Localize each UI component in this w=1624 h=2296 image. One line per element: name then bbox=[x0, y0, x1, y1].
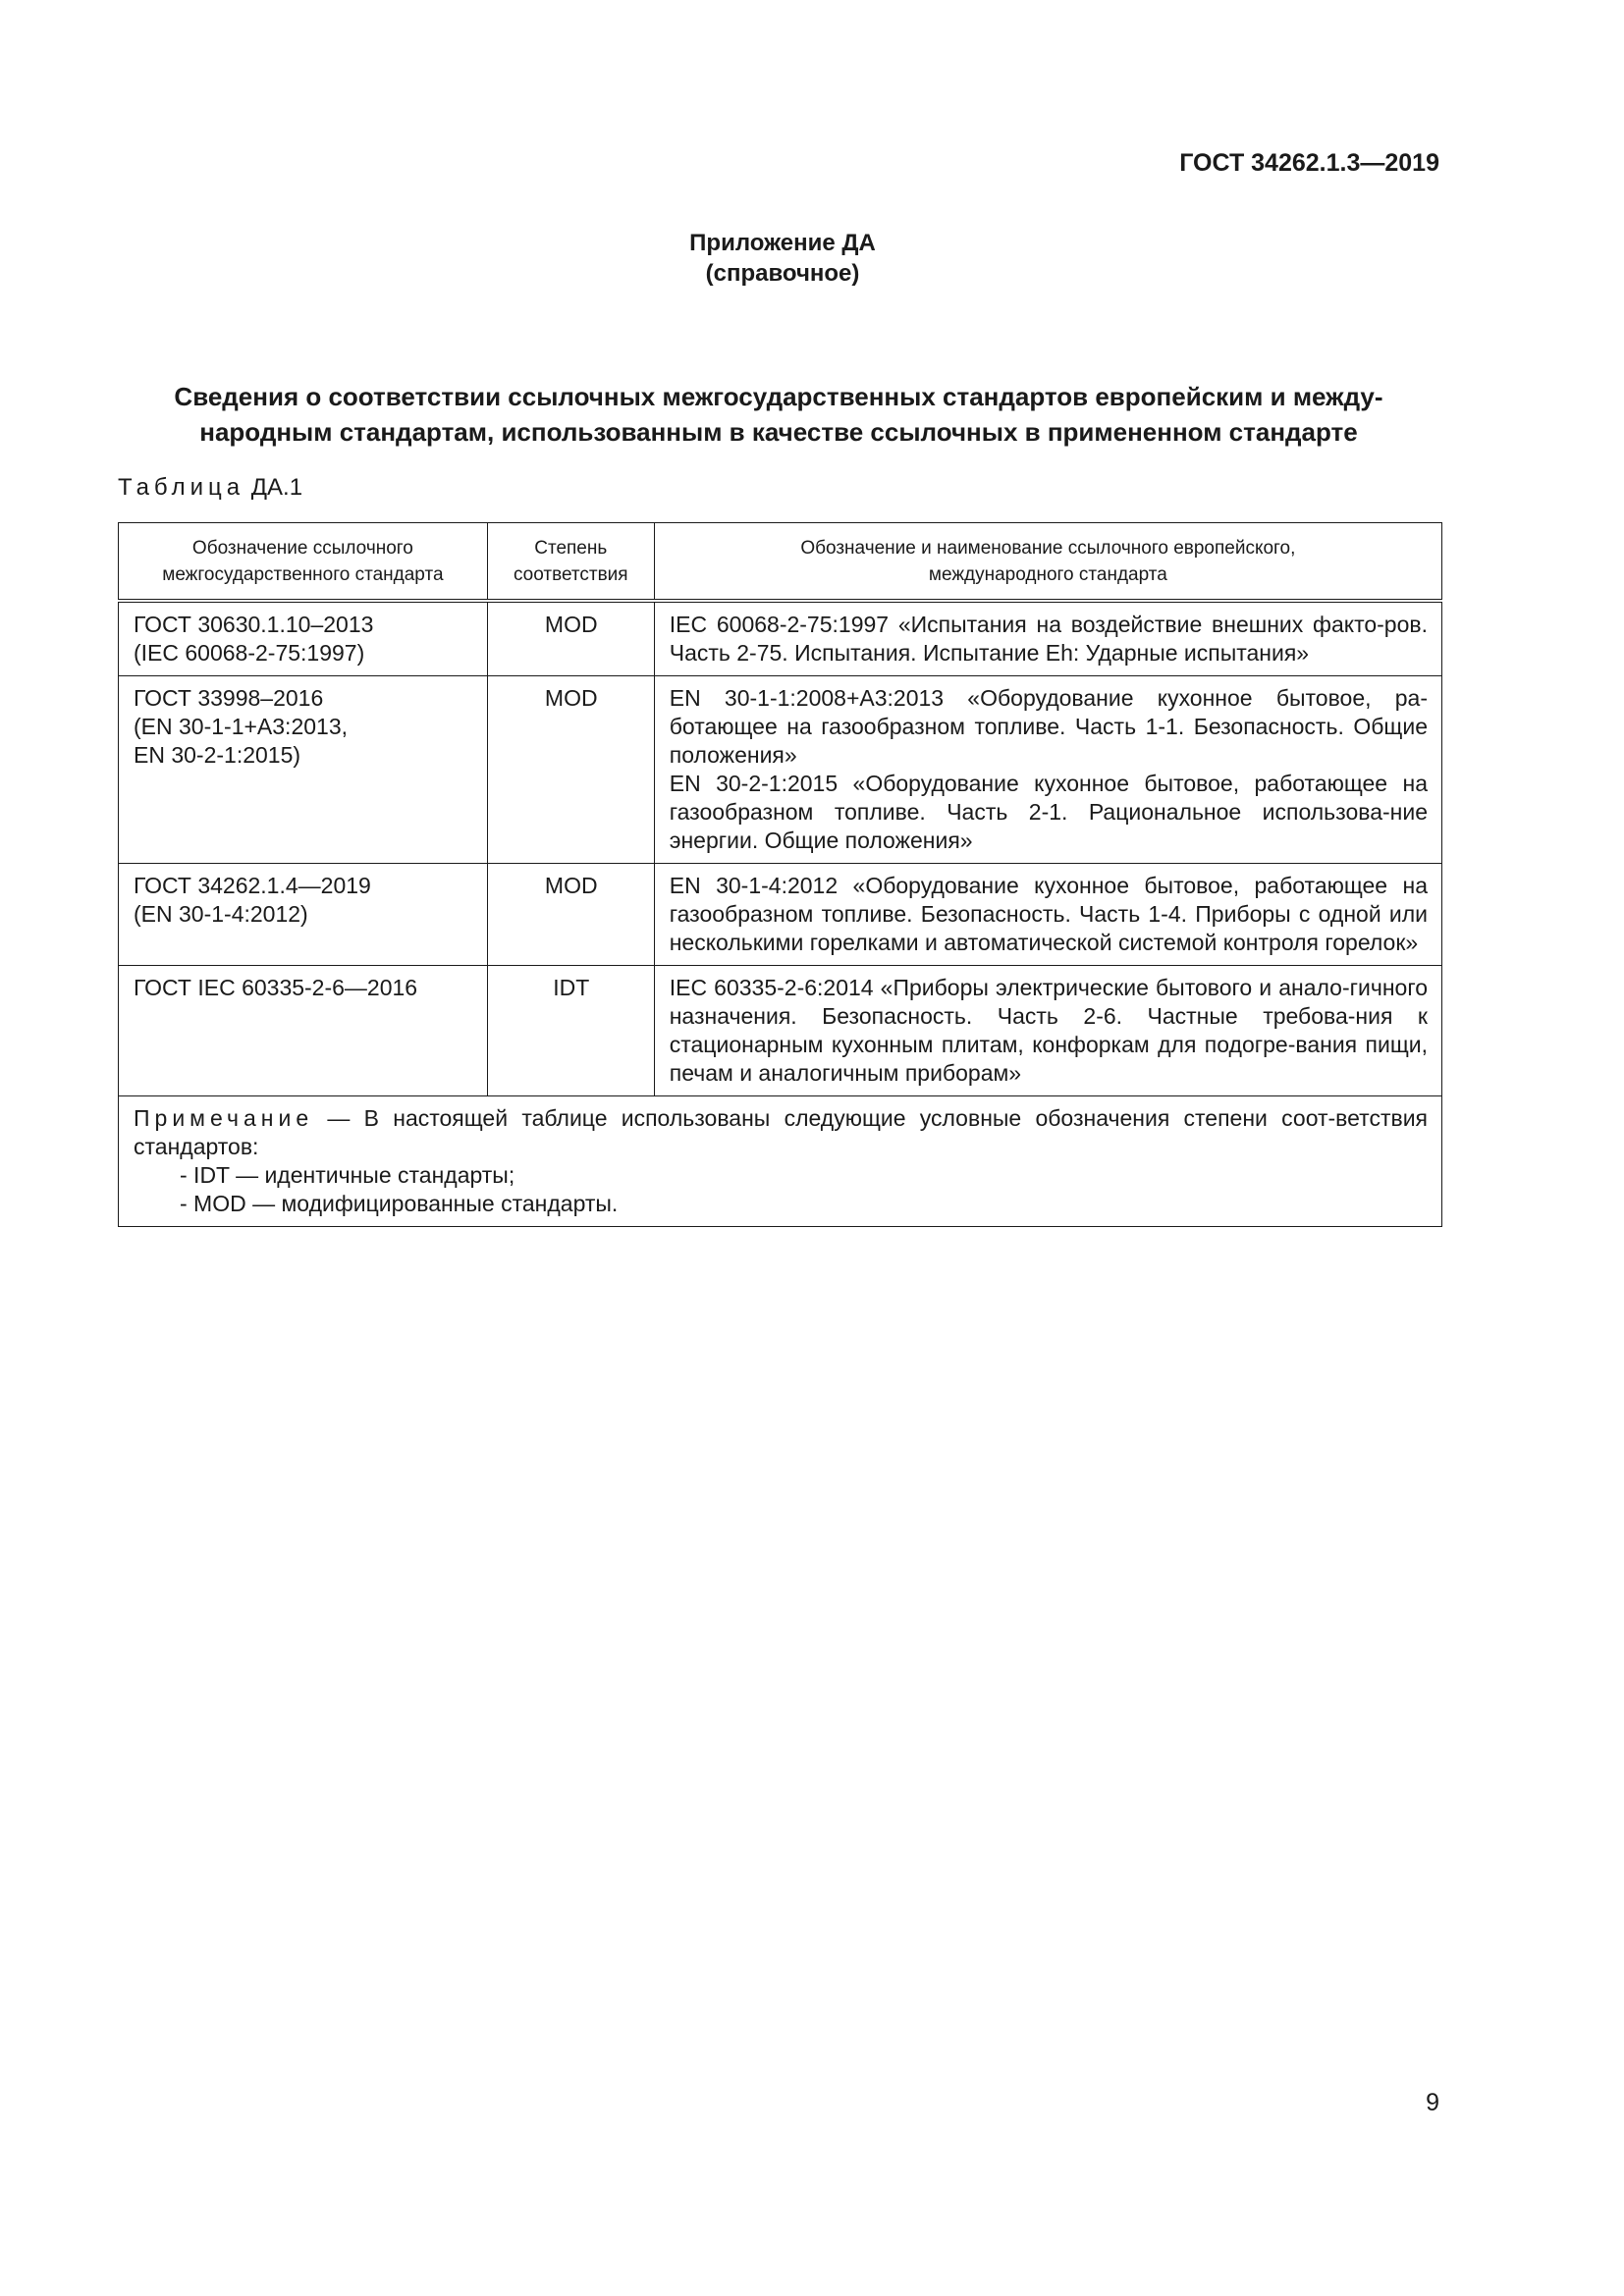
table-caption-word: Таблица bbox=[118, 474, 245, 501]
header-text: соответствия bbox=[513, 564, 628, 585]
appendix-title: Приложение ДА bbox=[689, 230, 876, 256]
degree-cell: IDT bbox=[487, 966, 654, 1096]
header-text: межгосударственного стандарта bbox=[162, 564, 444, 585]
note-item: - MOD — модифицированные стандарты. bbox=[180, 1191, 619, 1216]
section-title-line-1: Сведения о соответствии ссылочных межгосударственных стандартов европейским и между- bbox=[174, 382, 1383, 411]
degree-cell: MOD bbox=[487, 676, 654, 864]
description-cell bbox=[654, 676, 1441, 864]
document-code: ГОСТ 34262.1.3—2019 bbox=[1179, 149, 1439, 177]
reference-line: ГОСТ 30630.1.10–2013 bbox=[134, 612, 374, 637]
note-label: Примечание bbox=[134, 1105, 314, 1131]
degree-cell: MOD bbox=[487, 601, 654, 676]
reference-cell bbox=[119, 864, 488, 966]
reference-cell bbox=[119, 601, 488, 676]
header-reference-standard bbox=[119, 523, 488, 602]
table-caption bbox=[118, 474, 302, 502]
description-cell: EN 30-1-4:2012 «Оборудование кухонное бытовое, работающее на газообразном топливе. Безопасность. Часть 1-4. Приборы с одной или несколькими горелками и автоматической системой контроля горелок» bbox=[654, 864, 1441, 966]
appendix-heading bbox=[0, 228, 1565, 289]
table-row bbox=[119, 676, 1442, 864]
reference-line: EN 30-2-1:2015) bbox=[134, 742, 301, 768]
page-number: 9 bbox=[1426, 2089, 1439, 2116]
reference-line: (EN 30-1-1+A3:2013, bbox=[134, 714, 348, 739]
reference-cell bbox=[119, 966, 488, 1096]
table-row bbox=[119, 864, 1442, 966]
description-paragraph: EN 30-2-1:2015 «Оборудование кухонное бытовое, работающее на газообразном топливе. Часть 2-1. Рациональное использова-ние энергии. Общие положения» bbox=[669, 771, 1428, 853]
header-description bbox=[654, 523, 1441, 602]
section-title-line-2: народным стандартам, использованным в качестве ссылочных в примененном стандарте bbox=[199, 417, 1358, 447]
description-cell: IEC 60068-2-75:1997 «Испытания на воздействие внешних факто-ров. Часть 2-75. Испытания. Испытание Eh: Ударные испытания» bbox=[654, 601, 1441, 676]
table-header-row bbox=[119, 523, 1442, 602]
degree-cell: MOD bbox=[487, 864, 654, 966]
reference-line: (EN 30-1-4:2012) bbox=[134, 901, 308, 927]
table-note bbox=[119, 1096, 1442, 1227]
header-degree bbox=[487, 523, 654, 602]
table-note-row bbox=[119, 1096, 1442, 1227]
reference-line: ГОСТ 33998–2016 bbox=[134, 685, 324, 711]
note-item: - IDT — идентичные стандарты; bbox=[180, 1162, 515, 1188]
reference-line: (IEC 60068-2-75:1997) bbox=[134, 640, 365, 666]
table-caption-number: ДА.1 bbox=[250, 474, 303, 501]
section-title bbox=[118, 379, 1439, 450]
standards-table bbox=[118, 522, 1442, 1227]
header-text: Степень bbox=[534, 538, 608, 559]
reference-line: ГОСТ IEC 60335-2-6—2016 bbox=[134, 975, 418, 1000]
reference-line: ГОСТ 34262.1.4—2019 bbox=[134, 873, 371, 898]
note-paragraph bbox=[134, 1104, 1428, 1161]
description-paragraph: EN 30-1-1:2008+A3:2013 «Оборудование кухонное бытовое, ра-ботающее на газообразном топливе. Часть 1-1. Безопасность. Общие положения» bbox=[669, 685, 1428, 768]
table-row bbox=[119, 601, 1442, 676]
description-cell: IEC 60335-2-6:2014 «Приборы электрические бытового и анало-гичного назначения. Безопасность. Часть 2-6. Частные требова-ния к стационарным кухонным плитам, конфоркам для подогре-вания пищи, печам и аналогичным приборам» bbox=[654, 966, 1441, 1096]
header-text: Обозначение и наименование ссылочного европейского, bbox=[800, 538, 1296, 559]
table-row bbox=[119, 966, 1442, 1096]
reference-cell bbox=[119, 676, 488, 864]
header-text: Обозначение ссылочного bbox=[191, 538, 413, 559]
header-text: международного стандарта bbox=[928, 564, 1167, 585]
appendix-subtitle: (справочное) bbox=[705, 260, 860, 287]
note-text: — В настоящей таблице использованы следующие условные обозначения степени соот-ветствия стандартов: bbox=[134, 1105, 1428, 1159]
